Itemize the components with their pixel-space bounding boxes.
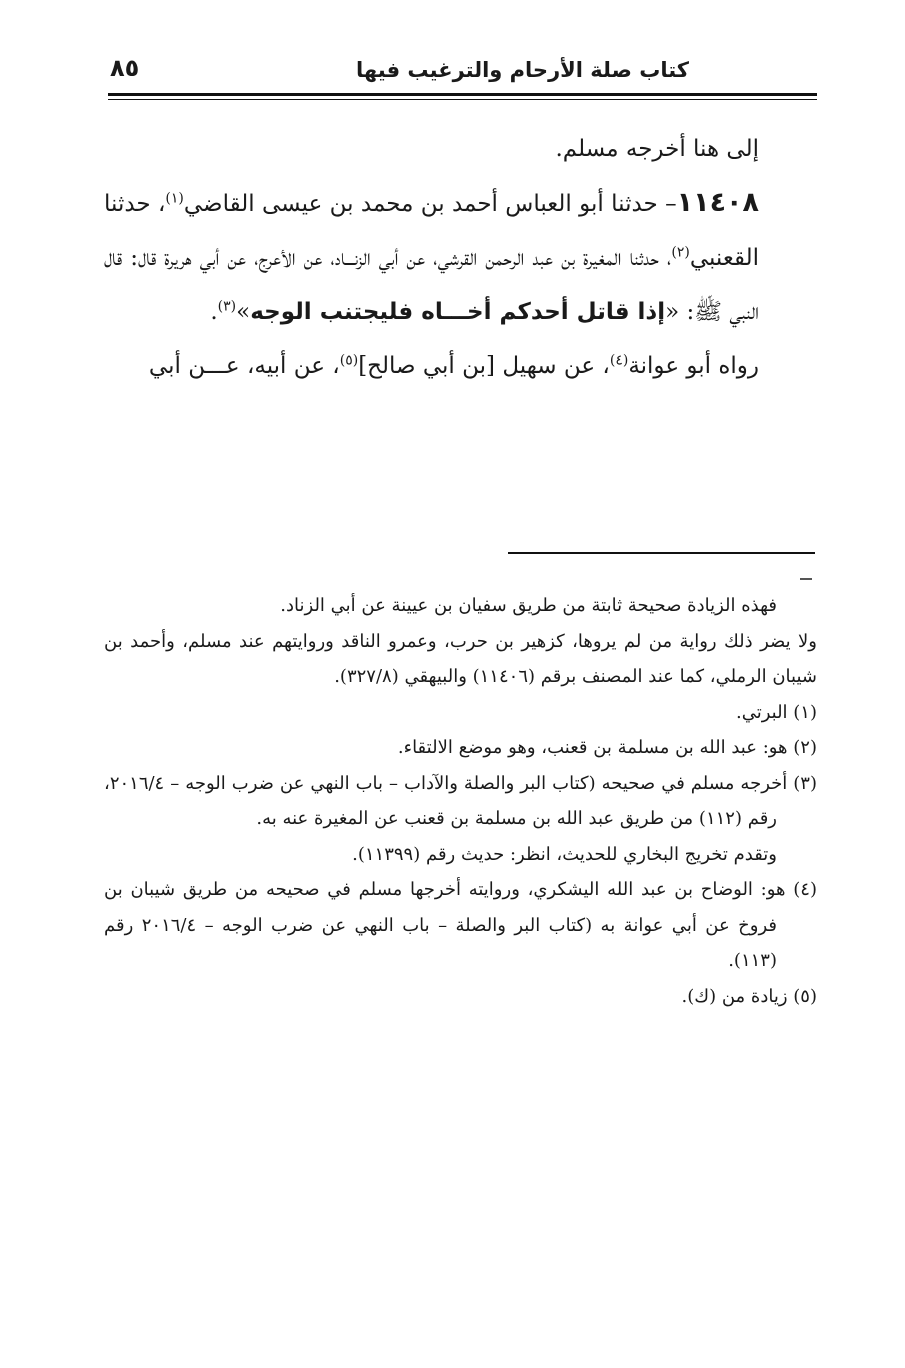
- hadith-text-c: ، حدثنا المغيرة بن عبد الرحمن القرشي، عن أبي الزنـــاد، عن الأعرج، عن أبي هريرة قال: قال النبي ﷺ:: [104, 245, 759, 325]
- page-number: ٨٥: [110, 54, 140, 82]
- paragraph-hadith: [104, 176, 817, 339]
- footnote-ref-3[interactable]: (٣): [217, 298, 237, 315]
- footnotes: [104, 588, 817, 1014]
- quote-close: »: [236, 299, 251, 325]
- footnote-ref-1[interactable]: (١): [165, 190, 184, 207]
- footnote-continued-2: ولا يضر ذلك رواية من لم يروها، كزهير بن حرب، وعمرو الناقد وروايتهم عند مسلم، وأحمد بن شيبان الرملي، كما عند المصنف برقم (١١٤٠٦) والبيهقي (٣٢٧/٨).: [104, 630, 817, 687]
- running-title: كتاب صلة الأرحام والترغيب فيها: [356, 58, 689, 82]
- footnote-ref-2[interactable]: (٢): [671, 244, 690, 261]
- footnote-continued-1: فهذه الزيادة صحيحة ثابتة من طريق سفيان بن عيينة عن أبي الزناد.: [280, 595, 777, 616]
- hadith-text-a: – حدثنا أبو العباس أحمد بن محمد بن عيسى القاضي: [183, 191, 677, 217]
- footnote-3: (٣) أخرجه مسلم في صحيحه (كتاب البر والصلة والآداب – باب النهي عن ضرب الوجه – ٢٠١٦/٤، رقم (١١٢) من طريق عبد الله بن مسلمة بن قعنب عن المغيرة عنه به.: [104, 772, 817, 829]
- riwaya-text-b: ، عن سهيل [بن أبي صالح]: [358, 353, 610, 379]
- header-rule-thin: [108, 99, 817, 100]
- footnote-5: (٥) زيادة من (ك).: [681, 985, 817, 1007]
- riwaya-text-c: ، عن أبيه، عـــن أبي: [148, 353, 340, 379]
- footnote-continuation-mark: [800, 578, 812, 580]
- footnote-ref-5[interactable]: (٥): [339, 352, 359, 369]
- header-rule-thick: [108, 93, 817, 96]
- hadith-quote: إذا قاتل أحدكم أخـــاه فليجتنب الوجه: [250, 299, 666, 325]
- main-text: [104, 122, 817, 393]
- footnote-ref-4[interactable]: (٤): [609, 352, 629, 369]
- paragraph-riwaya: [104, 339, 817, 393]
- footnote-1: (١) البرتي.: [735, 701, 817, 723]
- hadith-text-b: ، حدثنا القعنبي: [104, 191, 759, 271]
- quote-open: «: [665, 299, 680, 325]
- hadith-number: ١١٤٠٨: [676, 187, 760, 218]
- footnote-4: (٤) هو: الوضاح بن عبد الله اليشكري، وروايته أخرجها مسلم في صحيحه من طريق شيبان بن فروخ عن أبي عوانة به (كتاب البر والصلة – باب النهي عن ضرب الوجه – ٢٠١٦/٤ رقم (١١٣).: [104, 879, 817, 971]
- footnote-3-extra: وتقدم تخريج البخاري للحديث، انظر: حديث رقم (١١٣٩٩).: [352, 843, 777, 865]
- riwaya-text-a: رواه أبو عوانة: [628, 353, 759, 379]
- page-header: [108, 52, 817, 88]
- hadith-end: .: [210, 299, 218, 325]
- footnote-separator: [508, 552, 815, 554]
- footnote-2: (٢) هو: عبد الله بن مسلمة بن قعنب، وهو موضع الالتقاء.: [397, 737, 817, 758]
- paragraph-intro: إلى هنا أخرجه مسلم.: [555, 136, 759, 162]
